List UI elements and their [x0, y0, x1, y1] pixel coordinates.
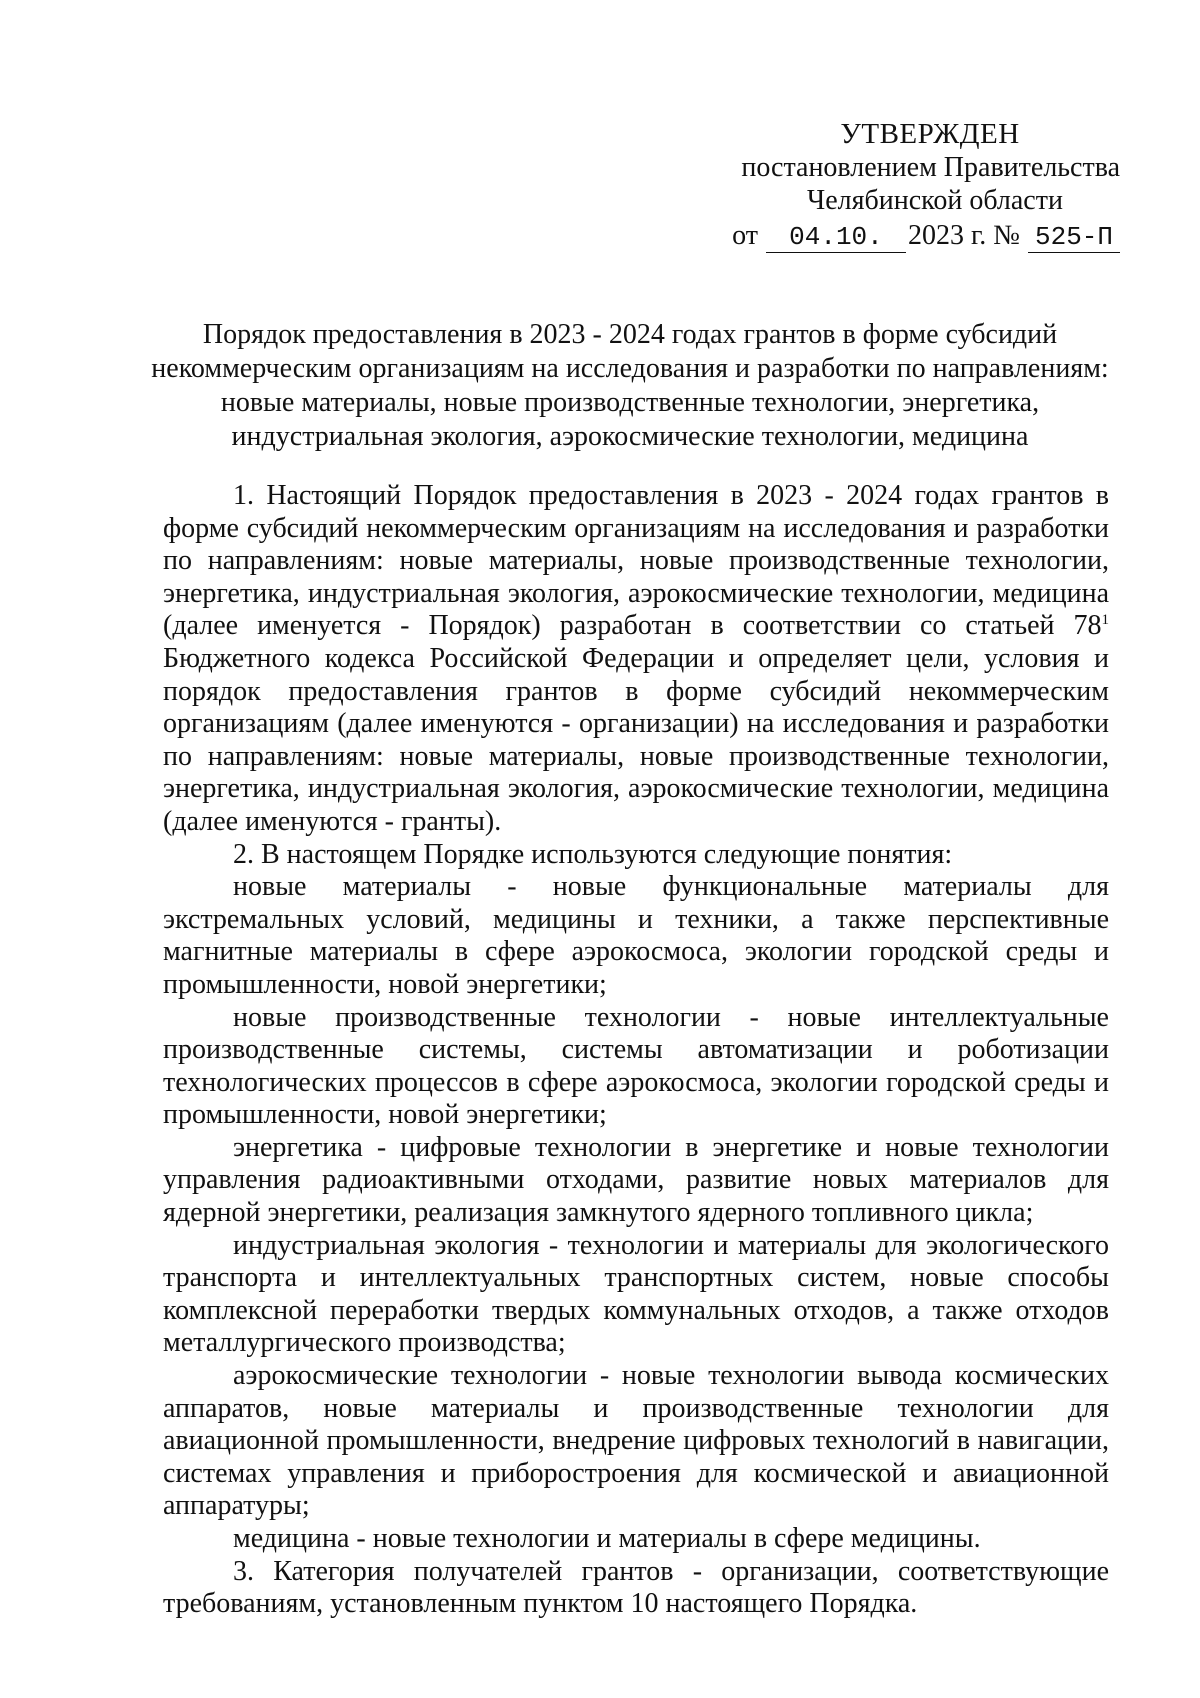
document-title	[150, 318, 1110, 454]
definition-aerospace-technologies: аэрокосмические технологии - новые технологии вывода космических аппаратов, новые материалы и производственные технологии для авиационной промышленности, внедрение цифровых технологий в навигации, системах управления и приборостроения для космической и авиационной аппаратуры;	[163, 1360, 1109, 1522]
from-label: от	[732, 220, 758, 251]
document-body	[163, 480, 1109, 1621]
approval-line-region: Челябинской области	[807, 185, 1063, 216]
year-label: 2023 г. №	[907, 220, 1020, 251]
definition-new-materials: новые материалы - новые функциональные материалы для экстремальных условий, медицины и техники, а также перспективные магнитные материалы в сфере аэрокосмоса, экологии городской среды и промышленности, новой энергетики;	[163, 871, 1109, 1000]
title-line-4: индустриальная экология, аэрокосмические технологии, медицина	[231, 421, 1029, 452]
approval-block	[720, 118, 1120, 253]
approval-title: УТВЕРЖДЕН	[840, 118, 1020, 150]
approval-date-field: 04.10.	[766, 222, 906, 253]
paragraph-1-text-b: Бюджетного кодекса Российской Федерации и определяет цели, условия и порядок предоставления грантов в форме субсидий некоммерческим организациям (далее именуются - организации) на исследования и разработки по направлениям: новые материалы, новые производственные технологии, энергетика, индустриальная экология, аэрокосмические технологии, медицина (далее именуются - гранты).	[163, 642, 1109, 837]
definition-energy: энергетика - цифровые технологии в энергетике и новые технологии управления радиоактивными отходами, развитие новых материалов для ядерной энергетики, реализация замкнутого ядерного топливного цикла;	[163, 1131, 1109, 1229]
paragraph-2: 2. В настоящем Порядке используются следующие понятия:	[233, 838, 953, 870]
paragraph-1	[163, 480, 1109, 839]
paragraph-3: 3. Категория получателей грантов - организации, соответствующие требованиям, установленным пунктом 10 настоящего Порядка.	[163, 1555, 1109, 1620]
definition-medicine: медицина - новые технологии и материалы в сфере медицины.	[233, 1523, 981, 1554]
definition-industrial-ecology: индустриальная экология - технологии и материалы для экологического транспорта и интеллектуальных транспортных систем, новые способы комплексной переработки твердых коммунальных отходов, а также отходов металлургического производства;	[163, 1229, 1109, 1359]
title-line-3: новые материалы, новые производственные технологии, энергетика,	[220, 387, 1040, 418]
paragraph-1-text-a: 1. Настоящий Порядок предоставления в 2023 - 2024 годах грантов в форме субсидий некоммерческим организациям на исследования и разработки по направлениям: новые материалы, новые производственные технологии, энергетика, индустриальная экология, аэрокосмические технологии, медицина (далее именуется - Порядок) разработан в соответствии со статьей 78	[163, 480, 1109, 642]
approval-line-resolution: постановлением Правительства	[741, 152, 1120, 183]
article-superscript: 1	[1101, 612, 1109, 629]
approval-date-line	[720, 219, 1120, 253]
definition-new-production-technologies: новые производственные технологии - новые интеллектуальные производственные системы, системы автоматизации и роботизации технологических процессов в сфере аэрокосмоса, экологии городской среды и промышленности, новой энергетики;	[163, 1001, 1109, 1131]
approval-number-field: 525-П	[1028, 222, 1120, 253]
title-line-2: некоммерческим организациям на исследования и разработки по направлениям:	[151, 353, 1109, 384]
title-line-1: Порядок предоставления в 2023 - 2024 годах грантов в форме субсидий	[202, 319, 1058, 350]
